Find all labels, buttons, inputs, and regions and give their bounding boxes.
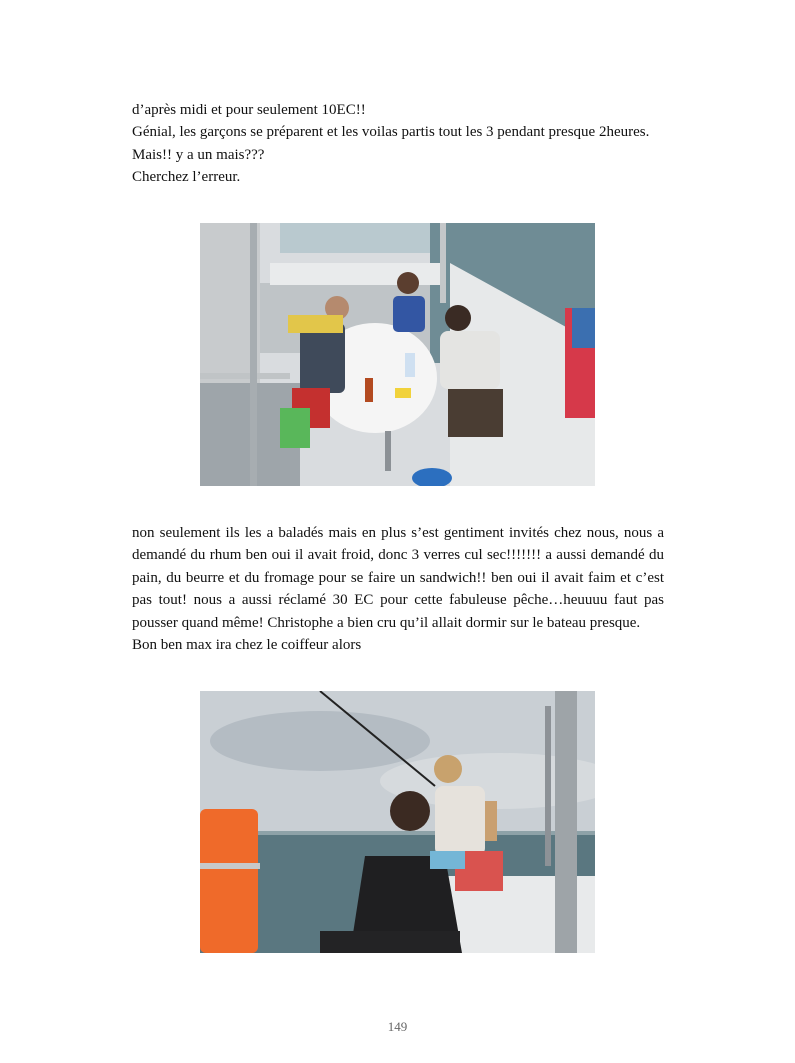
paragraph-1 bbox=[132, 99, 664, 189]
text-line: Cherchez l’erreur. bbox=[132, 169, 241, 186]
text-line: d’après midi et pour seulement 10EC!! bbox=[132, 102, 366, 118]
paragraph-body: non seulement ils les a baladés mais en plus s’est gentiment invités chez nous, nous a demandé du rhum ben oui il avait froid, donc 3 verres cul sec!!!!!!! a aussi demandé du pain, du beurre et du fromage pour se faire un sandwich!! ben oui il avait faim et c’est pas tout! nous a aussi réclamé 30 EC pour cette fabuleuse pêche…heuuuu faut pas pousser quand même! Christophe a bien cru qu’il allait dormir sur le bateau presque. bbox=[132, 525, 664, 631]
page-number: 149 bbox=[387, 1019, 408, 1034]
photo-cockpit-table bbox=[200, 223, 595, 486]
text-line: Génial, les garçons se préparent et les voilas partis tout les 3 pendant presque 2heures. bbox=[132, 124, 650, 141]
text-line: Bon ben max ira chez le coiffeur alors bbox=[132, 637, 362, 654]
text-line: Mais!! y a un mais??? bbox=[132, 146, 265, 163]
photo-fishing-deck bbox=[200, 691, 595, 953]
paragraph-2 bbox=[132, 522, 664, 656]
